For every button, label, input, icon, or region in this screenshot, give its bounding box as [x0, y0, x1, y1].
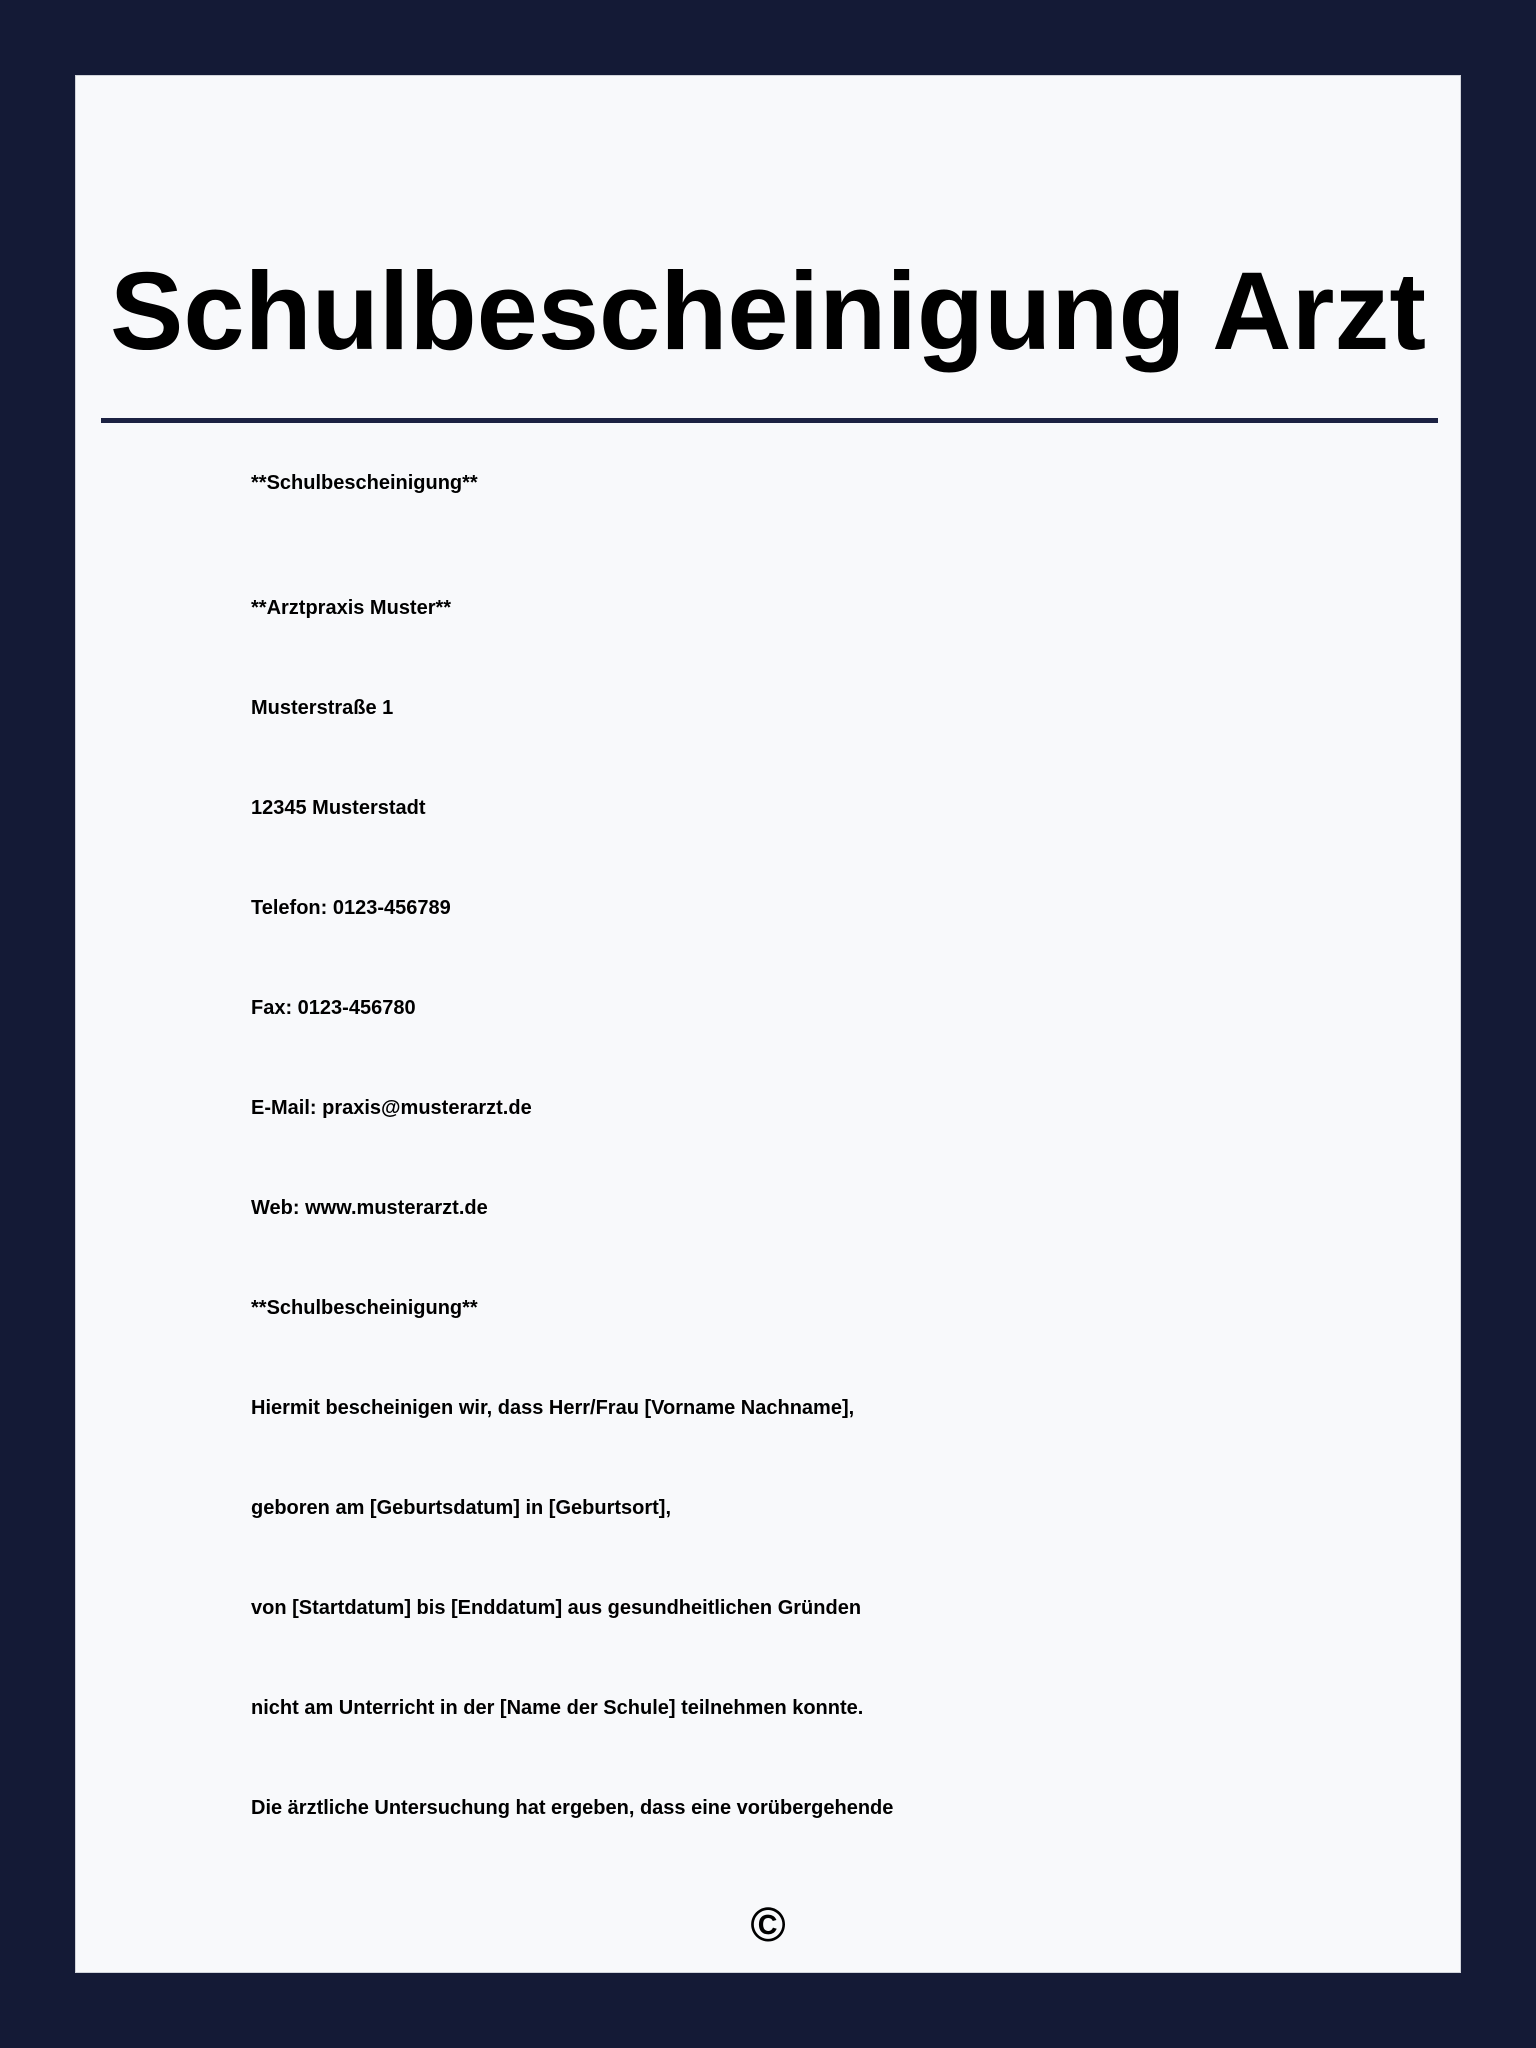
- body-line: Die ärztliche Untersuchung hat ergeben, dass eine vorübergehende: [251, 1797, 894, 1819]
- document-title: Schulbescheinigung Arzt: [109, 250, 1427, 373]
- city-line: 12345 Musterstadt: [251, 797, 426, 819]
- document-page: [75, 75, 1461, 1973]
- street-line: Musterstraße 1: [251, 697, 394, 719]
- web-line: Web: www.musterarzt.de: [251, 1197, 488, 1219]
- copyright-icon: ©: [750, 1899, 786, 1952]
- practice-name-line: **Arztpraxis Muster**: [251, 597, 452, 619]
- body-line: nicht am Unterricht in der [Name der Schule] teilnehmen konnte.: [251, 1697, 864, 1719]
- title-divider: [101, 418, 1438, 423]
- body-line: von [Startdatum] bis [Enddatum] aus gesundheitlichen Gründen: [251, 1597, 862, 1619]
- body-line: geboren am [Geburtsdatum] in [Geburtsort],: [251, 1497, 672, 1519]
- email-line: E-Mail: praxis@musterarzt.de: [251, 1097, 532, 1119]
- phone-line: Telefon: 0123-456789: [251, 897, 451, 919]
- heading-line: **Schulbescheinigung**: [251, 472, 478, 494]
- fax-line: Fax: 0123-456780: [251, 997, 416, 1019]
- subheading-line: **Schulbescheinigung**: [251, 1297, 478, 1319]
- body-line: Hiermit bescheinigen wir, dass Herr/Frau [Vorname Nachname],: [251, 1397, 855, 1419]
